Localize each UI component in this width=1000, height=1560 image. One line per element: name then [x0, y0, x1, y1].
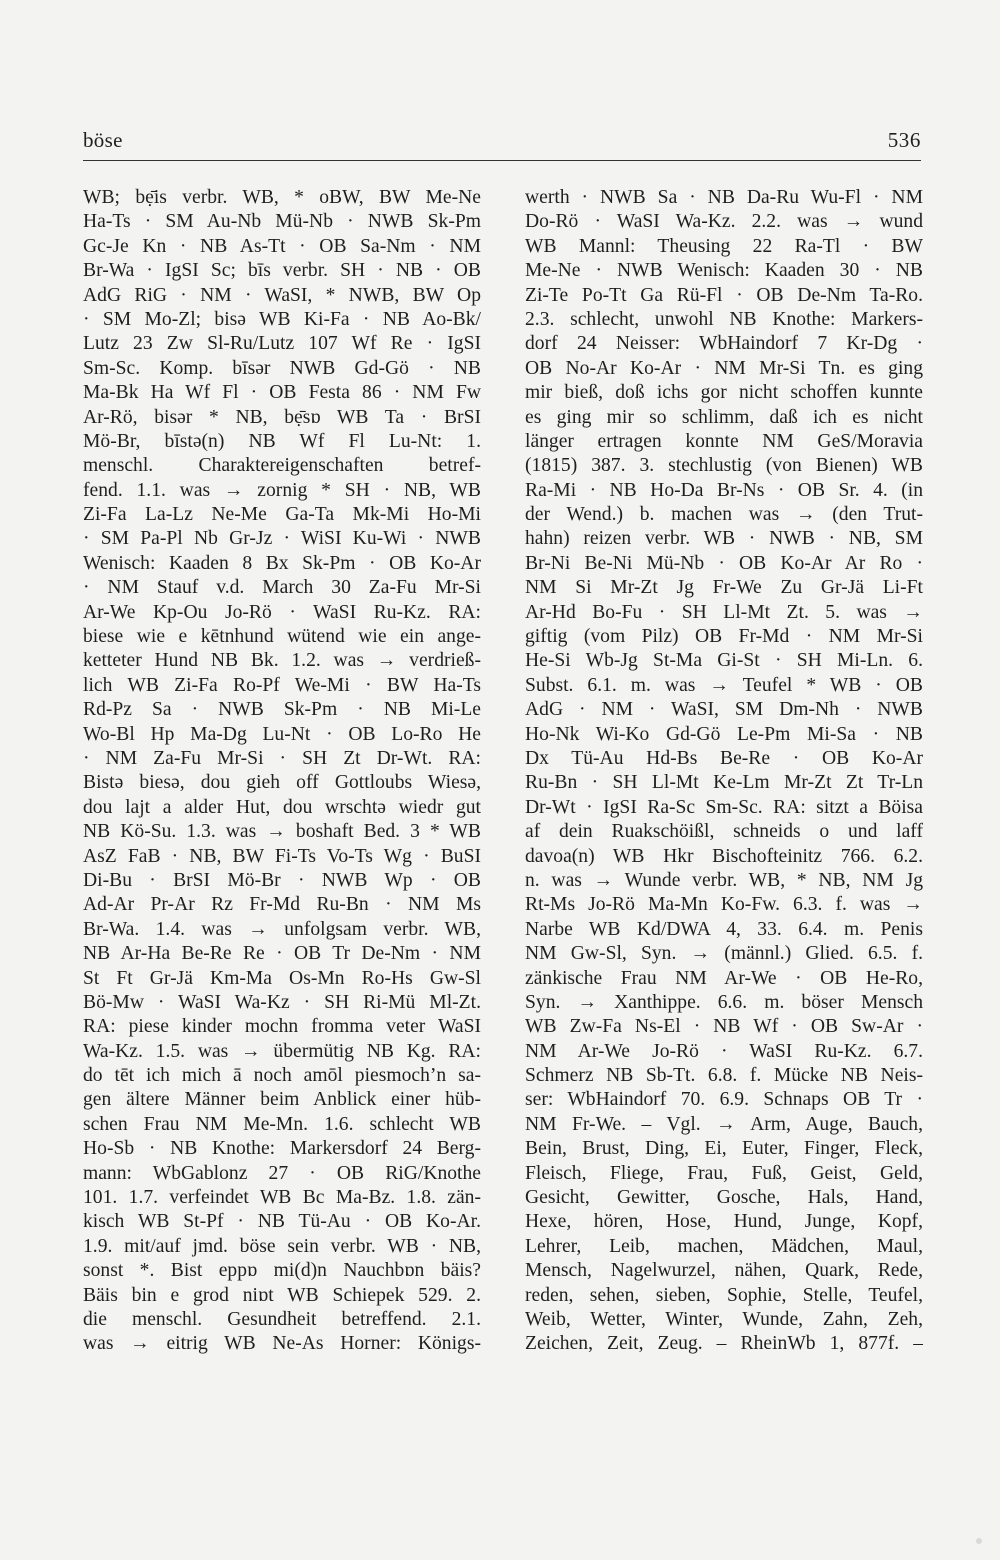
- text-line: Ad-Ar Pr-Ar Rz Fr-Md Ru-Bn · NM Ms: [83, 894, 481, 916]
- header-rule: [83, 160, 921, 161]
- text-line: Ar-Rö, bisər * NB, bẹ̄sɒ WB Ta · BrSI: [83, 406, 481, 428]
- text-line: af dein Ruakschöißl, schneids o und laff: [525, 821, 923, 843]
- text-line: Weib, Wetter, Winter, Wunde, Zahn, Zeh,: [525, 1308, 923, 1330]
- text-line: Me-Ne · NWB Wenisch: Kaaden 30 · NB: [525, 260, 923, 282]
- text-line: Schmerz NB Sb-Tt. 6.8. f. Mücke NB Neis-: [525, 1065, 923, 1087]
- text-line: schen Frau NM Me-Mn. 1.6. schlecht WB: [83, 1113, 481, 1135]
- text-line: Rd-Pz Sa · NWB Sk-Pm · NB Mi-Le: [83, 699, 481, 721]
- text-line: Ru-Bn · SH Ll-Mt Ke-Lm Mr-Zt Zt Tr-Ln: [525, 772, 923, 794]
- text-line: Syn. → Xanthippe. 6.6. m. böser Mensch: [525, 991, 923, 1013]
- text-line: NB Kö-Su. 1.3. was → boshaft Bed. 3 * WB: [83, 821, 481, 843]
- text-line: mir bieß, doß ichs gor nicht schoffen kunnte: [525, 382, 923, 404]
- text-line: WB; bẹ̄is verbr. WB, * oBW, BW Me-Ne: [83, 187, 481, 208]
- text-line: Bö-Mw · WaSI Wa-Kz · SH Ri-Mü Ml-Zt.: [83, 991, 481, 1013]
- text-line: n. was → Wunde verbr. WB, * NB, NM Jg: [525, 869, 923, 891]
- text-line: Bäis bin e grod niɒt WB Schiepek 529. 2.: [83, 1284, 481, 1306]
- text-line: Gesicht, Gewitter, Gosche, Hals, Hand,: [525, 1187, 923, 1209]
- text-line: hahn) reizen verbr. WB · NWB · NB, SM: [525, 528, 923, 550]
- text-line: (1815) 387. 3. stechlustig (von Bienen) WB: [525, 455, 923, 477]
- text-line: 2.3. schlecht, unwohl NB Knothe: Markers-: [525, 308, 923, 330]
- text-line: · NM Stauf v.d. March 30 Za-Fu Mr-Si: [83, 577, 481, 599]
- text-line: do tēt ich mich ā noch amōl piesmoch’n sa-: [83, 1065, 481, 1087]
- text-line: was → eitrig WB Ne-As Horner: Königs-: [83, 1333, 481, 1355]
- text-line: Lehrer, Leib, machen, Mädchen, Maul,: [525, 1235, 923, 1257]
- text-line: ser: WbHaindorf 70. 6.9. Schnaps OB Tr ·: [525, 1089, 923, 1111]
- text-line: NM Si Mr-Zt Jg Fr-We Zu Gr-Jä Li-Ft: [525, 577, 923, 599]
- text-line: St Ft Gr-Jä Km-Ma Os-Mn Ro-Hs Gw-Sl: [83, 967, 481, 989]
- text-line: gen ältere Männer beim Anblick einer hüb-: [83, 1089, 481, 1111]
- text-line: Ra-Mi · NB Ho-Da Br-Ns · OB Sr. 4. (in: [525, 479, 923, 501]
- text-line: kisch WB St-Pf · NB Tü-Au · OB Ko-Ar.: [83, 1211, 481, 1233]
- text-line: Fleisch, Fliege, Frau, Fuß, Geist, Geld,: [525, 1162, 923, 1184]
- text-line: Mensch, Nagelwurzel, nähen, Quark, Rede,: [525, 1260, 923, 1282]
- text-line: Dr-Wt · IgSI Ra-Sc Sm-Sc. RA: sitzt a Böisa: [525, 796, 923, 818]
- text-line: ketteter Hund NB Bk. 1.2. was → verdrieß-: [83, 650, 481, 672]
- text-line: Br-Wa. 1.4. was → unfolgsam verbr. WB,: [83, 918, 481, 940]
- text-line: Rt-Ms Jo-Rö Ma-Mn Ko-Fw. 6.3. f. was →: [525, 894, 923, 916]
- text-line: Zi-Te Po-Tt Ga Rü-Fl · OB De-Nm Ta-Ro.: [525, 284, 923, 306]
- text-line: zänkische Frau NM Ar-We · OB He-Ro,: [525, 967, 923, 989]
- text-line: Bein, Brust, Ding, Ei, Euter, Finger, Fleck,: [525, 1138, 923, 1160]
- text-line: · SM Pa-Pl Nb Gr-Jz · WiSI Ku-Wi · NWB: [83, 528, 481, 550]
- text-line: Ar-We Kp-Ou Jo-Rö · WaSI Ru-Kz. RA:: [83, 601, 481, 623]
- text-line: dorf 24 Neisser: WbHaindorf 7 Kr-Dg ·: [525, 333, 923, 355]
- text-line: AdG RiG · NM · WaSI, * NWB, BW Op: [83, 284, 481, 306]
- text-line: Sm-Sc. Komp. bīsər NWB Gd-Gö · NB: [83, 357, 481, 379]
- text-line: Wa-Kz. 1.5. was → übermütig NB Kg. RA:: [83, 1040, 481, 1062]
- text-line: Zeichen, Zeit, Zeug. – RheinWb 1, 877f. –: [525, 1333, 923, 1355]
- text-line: länger ertragen konnte NM GeS/Moravia: [525, 430, 923, 452]
- text-line: davoa(n) WB Hkr Bischofteinitz 766. 6.2.: [525, 845, 923, 867]
- text-line: Ma-Bk Ha Wf Fl · OB Festa 86 · NM Fw: [83, 382, 481, 404]
- page-number: 536: [887, 128, 921, 152]
- running-head-headword: böse: [83, 128, 123, 152]
- text-line: Zi-Fa La-Lz Ne-Me Ga-Ta Mk-Mi Ho-Mi: [83, 504, 481, 526]
- text-line: dou lajt a alder Hut, dou wrschtə wiedr gut: [83, 796, 481, 818]
- text-line: sonst *. Bist eppɒ mi(d)n Nauchbɒn bäis?: [83, 1260, 481, 1282]
- text-line: RA: piese kinder mochn fromma veter WaSI: [83, 1016, 481, 1038]
- text-line: · NM Za-Fu Mr-Si · SH Zt Dr-Wt. RA:: [83, 747, 481, 769]
- text-line: Wo-Bl Hp Ma-Dg Lu-Nt · OB Lo-Ro He: [83, 723, 481, 745]
- text-line: Di-Bu · BrSI Mö-Br · NWB Wp · OB: [83, 869, 481, 891]
- text-line: es ging mir so schlimm, daß ich es nicht: [525, 406, 923, 428]
- text-line: giftig (vom Pilz) OB Fr-Md · NM Mr-Si: [525, 626, 923, 648]
- text-line: Dx Tü-Au Hd-Bs Be-Re · OB Ko-Ar: [525, 747, 923, 769]
- text-line: werth · NWB Sa · NB Da-Ru Wu-Fl · NM: [525, 187, 923, 208]
- text-line: Gc-Je Kn · NB As-Tt · OB Sa-Nm · NM: [83, 235, 481, 257]
- paper-speck: [976, 1538, 982, 1544]
- text-line: Bistə biesə, dou gieh off Gottloubs Wiesə,: [83, 772, 481, 794]
- text-line: AdG · NM · WaSI, SM Dm-Nh · NWB: [525, 699, 923, 721]
- text-line: 1.9. mit/auf jmd. böse sein verbr. WB · NB,: [83, 1235, 481, 1257]
- text-line: He-Si Wb-Jg St-Ma Gi-St · SH Mi-Ln. 6.: [525, 650, 923, 672]
- text-line: WB Zw-Fa Ns-El · NB Wf · OB Sw-Ar ·: [525, 1016, 923, 1038]
- text-line: Ar-Hd Bo-Fu · SH Ll-Mt Zt. 5. was →: [525, 601, 923, 623]
- text-line: lich WB Zi-Fa Ro-Pf We-Mi · BW Ha-Ts: [83, 674, 481, 696]
- text-line: Lutz 23 Zw Sl-Ru/Lutz 107 Wf Re · IgSI: [83, 333, 481, 355]
- text-line: NB Ar-Ha Be-Re Re · OB Tr De-Nm · NM: [83, 943, 481, 965]
- text-line: Ho-Nk Wi-Ko Gd-Gö Le-Pm Mi-Sa · NB: [525, 723, 923, 745]
- text-line: Br-Ni Be-Ni Mü-Nb · OB Ko-Ar Ar Ro ·: [525, 552, 923, 574]
- text-line: Do-Rö · WaSI Wa-Kz. 2.2. was → wund: [525, 211, 923, 233]
- text-line: · SM Mo-Zl; bisə WB Ki-Fa · NB Ao-Bk/: [83, 308, 481, 330]
- text-line: Br-Wa · IgSI Sc; bīs verbr. SH · NB · OB: [83, 260, 481, 282]
- text-line: Wenisch: Kaaden 8 Bx Sk-Pm · OB Ko-Ar: [83, 552, 481, 574]
- text-line: Hexe, hören, Hose, Hund, Junge, Kopf,: [525, 1211, 923, 1233]
- text-line: AsZ FaB · NB, BW Fi-Ts Vo-Ts Wg · BuSI: [83, 845, 481, 867]
- text-line: 101. 1.7. verfeindet WB Bc Ma-Bz. 1.8. zän-: [83, 1187, 481, 1209]
- text-line: menschl. Charaktereigenschaften betref-: [83, 455, 481, 477]
- text-line: fend. 1.1. was → zornig * SH · NB, WB: [83, 479, 481, 501]
- text-line: Ha-Ts · SM Au-Nb Mü-Nb · NWB Sk-Pm: [83, 211, 481, 233]
- text-line: NM Fr-We. – Vgl. → Arm, Auge, Bauch,: [525, 1113, 923, 1135]
- text-line: WB Mannl: Theusing 22 Ra-Tl · BW: [525, 235, 923, 257]
- text-line: Ho-Sb · NB Knothe: Markersdorf 24 Berg-: [83, 1138, 481, 1160]
- text-line: mann: WbGablonz 27 · OB RiG/Knothe: [83, 1162, 481, 1184]
- text-line: biese wie e kētnhund wütend wie ein ange-: [83, 626, 481, 648]
- text-line: Subst. 6.1. m. was → Teufel * WB · OB: [525, 674, 923, 696]
- text-line: die menschl. Gesundheit betreffend. 2.1.: [83, 1308, 481, 1330]
- text-line: OB No-Ar Ko-Ar · NM Mr-Si Tn. es ging: [525, 357, 923, 379]
- text-line: NM Ar-We Jo-Rö · WaSI Ru-Kz. 6.7.: [525, 1040, 923, 1062]
- text-line: NM Gw-Sl, Syn. → (männl.) Glied. 6.5. f.: [525, 943, 923, 965]
- left-text-column: [83, 186, 481, 1357]
- right-text-column: [525, 186, 923, 1357]
- text-line: reden, sehen, sieben, Sophie, Stelle, Teufel,: [525, 1284, 923, 1306]
- text-line: Narbe WB Kd/DWA 4, 33. 6.4. m. Penis: [525, 918, 923, 940]
- text-line: Mö-Br, bīstə(n) NB Wf Fl Lu-Nt: 1.: [83, 430, 481, 452]
- text-line: der Wend.) b. machen was → (den Trut-: [525, 504, 923, 526]
- running-head: [83, 128, 921, 153]
